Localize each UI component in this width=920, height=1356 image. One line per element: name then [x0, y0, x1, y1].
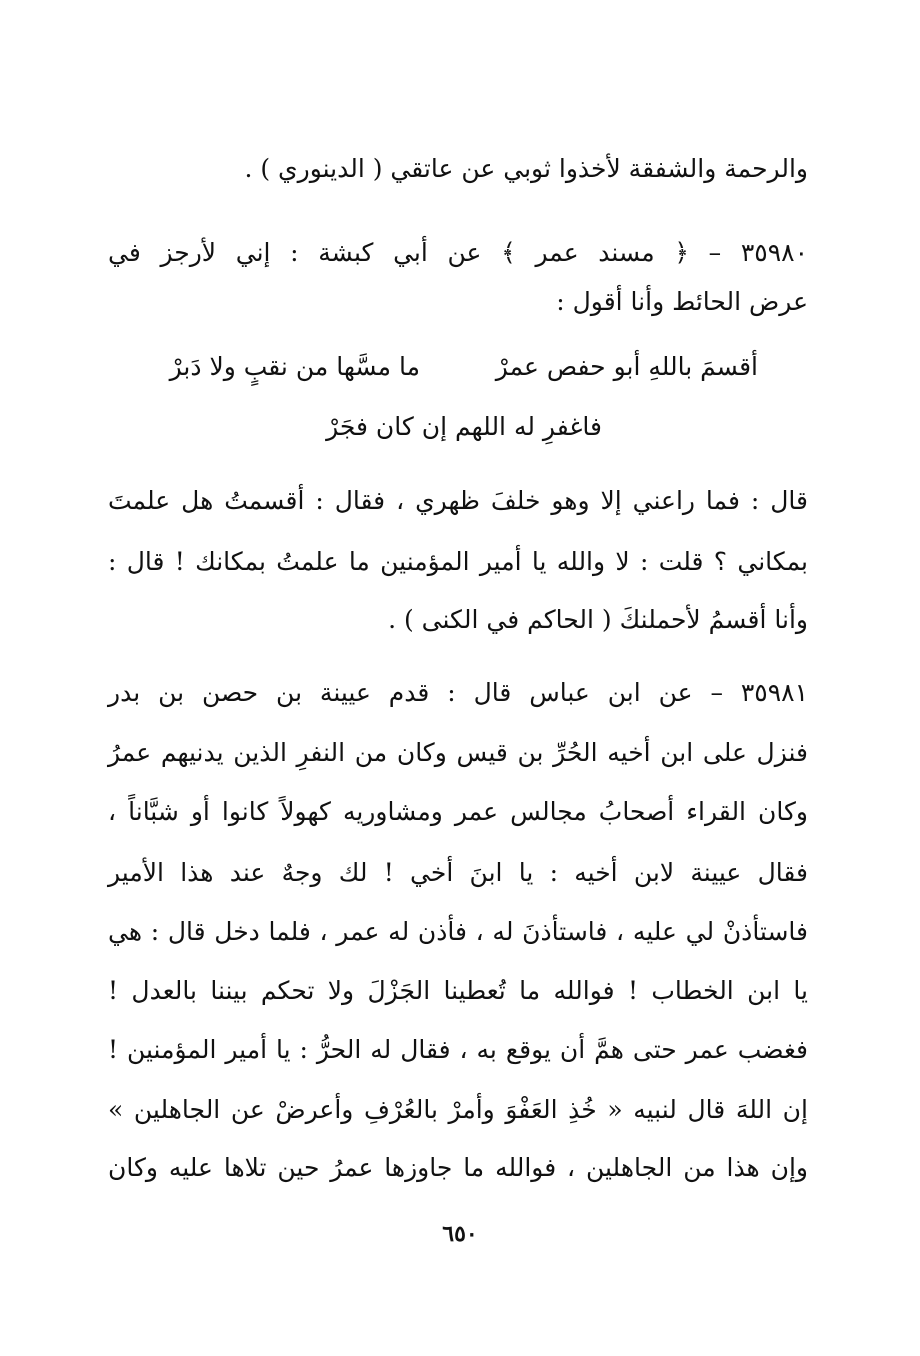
text-line: فنزل على ابن أخيه الحُرِّ بن قيس وكان من النفرِ الذين يدنيهم عمرُ [108, 738, 808, 767]
text-line: وإن هذا من الجاهلين ، فوالله ما جاوزها عمرُ حين تلاها عليه وكان [108, 1153, 808, 1182]
text-line: قال : فما راعني إلا وهو خلفَ ظهري ، فقال : أقسمتُ هل علمتَ [108, 486, 808, 515]
text-line: وأنا أقسمُ لأحملنكَ ( الحاكم في الكنى ) . [388, 605, 808, 634]
verse-line-2: فاغفرِ له اللهم إن كان فجَرْ [326, 412, 602, 441]
text-line: يا ابن الخطاب ! فوالله ما تُعطينا الجَزْلَ ولا تحكم بيننا بالعدل ! [108, 976, 808, 1005]
text-line: بمكاني ؟ قلت : لا والله يا أمير المؤمنين ما علمتُ بمكانك ! قال : [108, 547, 808, 576]
text-line: عرض الحائط وأنا أقول : [556, 287, 808, 316]
text-line: إن اللهَ قال لنبيه « خُذِ العَفْوَ وأمرْ بالعُرْفِ وأعرضْ عن الجاهلين » [108, 1095, 808, 1124]
hadith-35981-heading-line: ٣٥٩٨١ – عن ابن عباس قال : قدم عيينة بن حصن بن بدر [108, 678, 808, 707]
page-number: ٦٥٠ [442, 1221, 478, 1247]
hadith-35980-heading-line: ٣٥٩٨٠ – ﴿ مسند عمر ﴾ عن أبي كبشة : إني لأرجز في [108, 238, 808, 267]
text-line: فاستأذنْ لي عليه ، فاستأذنَ له ، فأذن له عمر ، فلما دخل قال : هي [108, 917, 808, 946]
verse-hemistich-1: أقسمَ باللهِ أبو حفص عمرْ [495, 352, 758, 381]
text-line: وكان القراء أصحابُ مجالس عمر ومشاوريه كهولاً كانوا أو شبَّاناً ، [108, 797, 808, 826]
text-line: فقال عيينة لابن أخيه : يا ابنَ أخي ! لك وجهٌ عند هذا الأمير [108, 858, 808, 887]
verse-hemistich-2: ما مسَّها من نقبٍ ولا دَبرْ [169, 352, 420, 381]
text-line: والرحمة والشفقة لأخذوا ثوبي عن عاتقي ( الدينوري ) . [244, 154, 808, 183]
text-line: فغضب عمر حتى همَّ أن يوقع به ، فقال له الحرُّ : يا أمير المؤمنين ! [108, 1035, 808, 1064]
